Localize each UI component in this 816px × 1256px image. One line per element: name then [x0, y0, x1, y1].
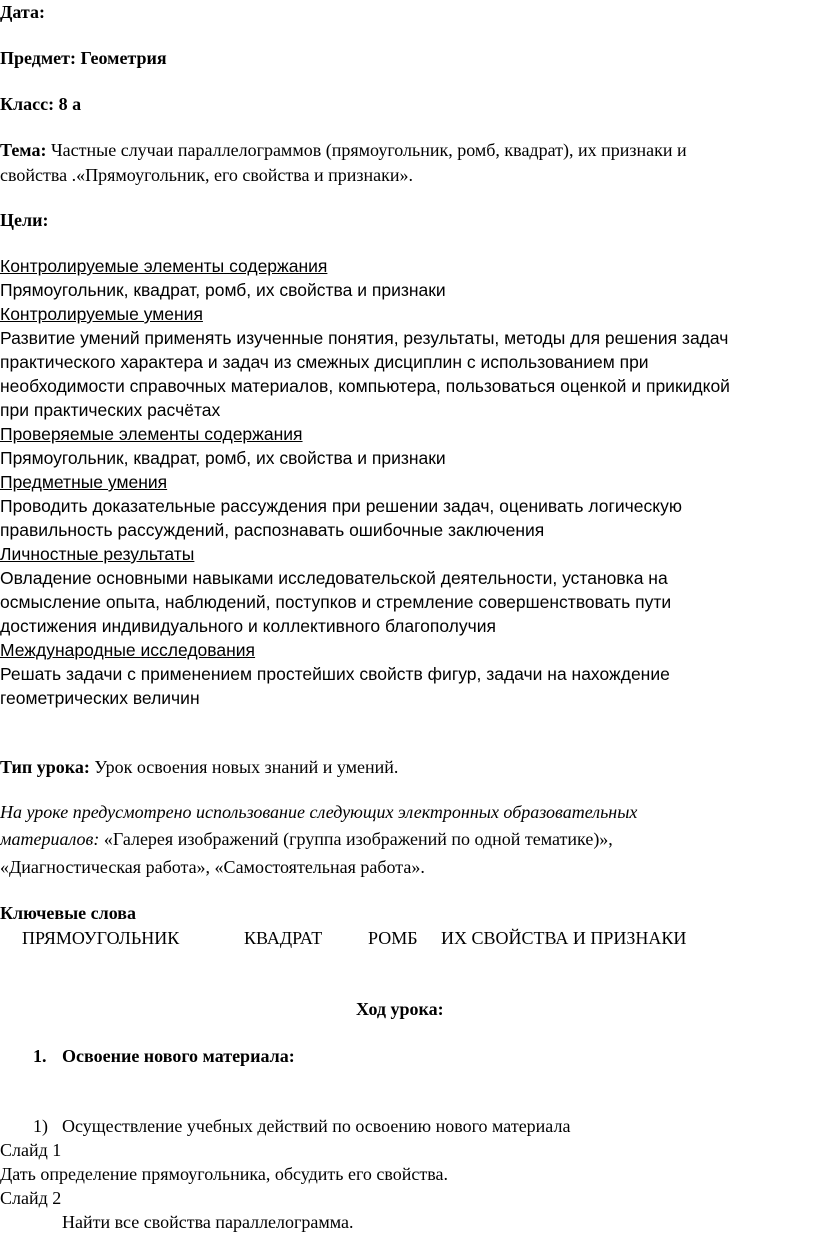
goals-text-2-line-1: Развитие умений применять изученные понятия, результаты, методы для решения задач [0, 328, 729, 348]
materials-line-3: «Диагностическая работа», «Самостоятельная работа». [0, 857, 425, 877]
date-label: Дата: [0, 2, 45, 22]
keyword-rhombus: РОМБ [368, 928, 418, 948]
topic-text-2: свойства .«Прямоугольник, его свойства и признаки». [0, 165, 414, 185]
goals-heading-4: Предметные умения [0, 472, 168, 492]
slide-1-label: Слайд 1 [0, 1140, 62, 1160]
goals-text-6-line-1: Решать задачи с применением простейших свойств фигур, задачи на нахождение [0, 664, 670, 684]
lesson-type-line [0, 757, 398, 778]
slide-2-label: Слайд 2 [0, 1188, 62, 1208]
goals-text-6-line-2: геометрических величин [0, 688, 200, 708]
section-1-title: Освоение нового материала: [62, 1046, 295, 1066]
course-heading: Ход урока: [356, 999, 444, 1019]
topic-text-1: Частные случаи параллелограммов (прямоугольник, ромб, квадрат), их признаки и [46, 140, 687, 160]
topic-label: Тема: [0, 140, 47, 160]
class-line: Класс: 8 а [0, 94, 82, 114]
topic-line-1 [0, 140, 687, 161]
slide-1-text: Дать определение прямоугольника, обсудить его свойства. [0, 1164, 449, 1184]
goals-heading-1: Контролируемые элементы содержания [0, 256, 328, 276]
materials-line-1: На уроке предусмотрено использование следующих электронных образовательных [0, 802, 638, 822]
lesson-type-label: Тип урока: [0, 757, 90, 777]
goals-heading-3: Проверяемые элементы содержания [0, 424, 303, 444]
subject-line: Предмет: Геометрия [0, 48, 167, 68]
item-1-number: 1) [33, 1116, 48, 1136]
slide-2-text: Найти все свойства параллелограмма. [62, 1212, 354, 1232]
goals-text-1: Прямоугольник, квадрат, ромб, их свойства и признаки [0, 280, 446, 300]
goals-text-2-line-2: практического характера и задач из смежных дисциплин с использованием при [0, 352, 649, 372]
materials-label: материалов: [0, 829, 100, 849]
goals-text-4-line-1: Проводить доказательные рассуждения при решении задач, оценивать логическую [0, 496, 682, 516]
goals-heading-6: Международные исследования [0, 640, 256, 660]
goals-text-4-line-2: правильность рассуждений, распознавать ошибочные заключения [0, 520, 545, 540]
goals-text-2-line-3: необходимости справочных материалов, компьютера, пользоваться оценкой и прикидкой [0, 376, 730, 396]
goals-heading-2: Контролируемые умения [0, 304, 203, 324]
goals-text-2-line-4: при практических расчётах [0, 400, 221, 420]
goals-text-5-line-1: Овладение основными навыками исследовательской деятельности, установка на [0, 568, 668, 588]
keywords-label: Ключевые слова [0, 903, 136, 923]
goals-heading-5: Личностные результаты [0, 544, 195, 564]
goals-label: Цели: [0, 210, 49, 230]
keyword-square: КВАДРАТ [244, 928, 323, 948]
lesson-type-value: Урок освоения новых знаний и умений. [89, 757, 399, 777]
item-1-text: Осуществление учебных действий по освоению нового материала [62, 1116, 571, 1136]
section-1-number: 1. [33, 1046, 47, 1066]
keyword-rectangle: ПРЯМОУГОЛЬНИК [22, 928, 180, 948]
keyword-properties: ИХ СВОЙСТВА И ПРИЗНАКИ [441, 928, 687, 948]
goals-text-5-line-2: осмысление опыта, наблюдений, поступков и стремление совершенствовать пути [0, 592, 672, 612]
materials-list-1: «Галерея изображений (группа изображений по одной тематике)», [99, 829, 613, 849]
goals-text-3: Прямоугольник, квадрат, ромб, их свойства и признаки [0, 448, 446, 468]
materials-line-2 [0, 829, 613, 850]
goals-text-5-line-3: достижения индивидуального и коллективного благополучия [0, 616, 497, 636]
